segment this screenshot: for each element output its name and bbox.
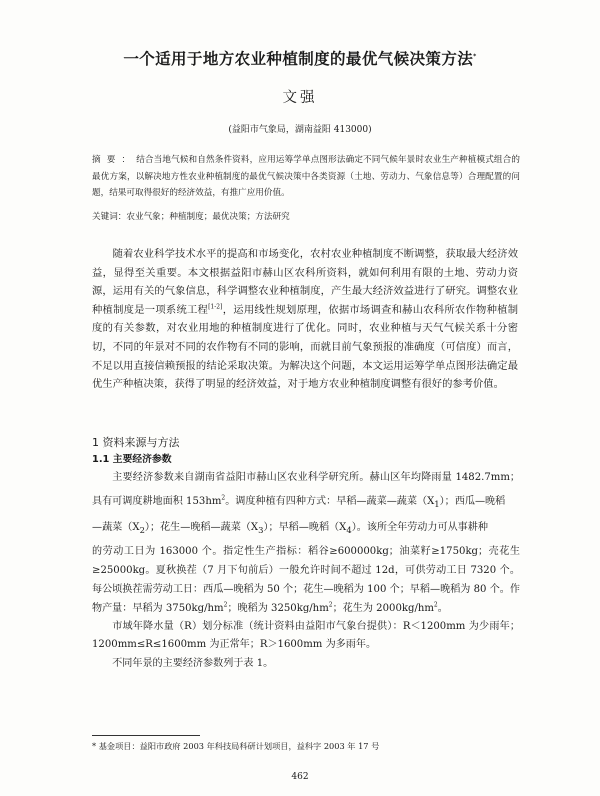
- abstract-label: 摘要：: [92, 155, 137, 165]
- intro-text-1: 随着农业科学技术水平的提高和市场变化，农村农业种植制度不断调整，获取最大经济效益，显得至关重要。本文根据益阳市赫山区农科所资料，就如何利用有限的土地、劳动力资源，运用有关的气象信息，科学调整农业种植制度，产生最大经济效益进行了研究。调整农业种植制度是一项系统工程: [92, 248, 518, 316]
- subsection-heading-1-1: 1.1 主要经济参数: [92, 454, 172, 465]
- subscript: 2: [139, 525, 145, 536]
- text-run: 。调度种植有四种方式：早稻—蔬菜—蔬菜（X: [225, 496, 435, 507]
- keywords-text: 农业气象；种植制度；最优决策；方法研究: [126, 212, 290, 222]
- abstract-text: 结合当地气候和自然条件资料，应用运筹学单点图形法确定不同气候年景时农业生产种植模式组合的最优方案，以解决地方性农业种植制度的最优气候决策中各类资源（土地、劳动力、气象信息等）合理配置的问题，结果可取得很好的经济效益，有推广应用价值。: [92, 155, 520, 198]
- title-footnote-mark: *: [473, 52, 477, 60]
- paper-title: [40, 47, 560, 69]
- page-number: 462: [291, 772, 309, 782]
- superscript: 2: [223, 601, 228, 609]
- superscript: 2: [433, 601, 438, 609]
- intro-text-2: ，运用线性规划原理，依据市场调查和赫山农科所农作物种植制度的有关参数，对农业用地的种植制度进行了优化。同时，农业种植与天气气候关系十分密切，不同的年景对不同的农作物有不同的影响，而就目前气象预报的准确度（可信度）而言，不足以用直接信赖预报的结论采取决策。为解决这个问题，本文运用运筹学单点图形法确定最优生产种植决策，获得了明显的经济效益，对于地方农业种植制度调整有很好的参考价值。: [92, 303, 518, 391]
- subscript: 1: [434, 499, 440, 510]
- section-body: [92, 466, 520, 673]
- text-run: 主要经济参数来自湖南省益阳市赫山区农业科学研究所。赫山区年均降雨量 1482.7mm；具有可调度耕地面积 153hm: [92, 472, 520, 507]
- title-text: 一个适用于地方农业种植制度的最优气候决策方法: [123, 50, 474, 68]
- text-run: ；花生为 2000kg/hm: [332, 603, 434, 615]
- text-run: ；晚稻为 3250kg/hm: [227, 603, 329, 615]
- author-affiliation: (益阳市气象局，湖南益阳 413000): [228, 125, 372, 135]
- abstract: [92, 152, 520, 202]
- body-paragraph: 市域年降水量（R）划分标准（统计资料由益阳市气象台提供）：R＜1200mm 为少雨年；1200mm≤R≤1600mm 为正常年；R＞1600mm 为多雨年。: [92, 621, 520, 651]
- body-paragraph: 不同年景的主要经济参数列于表 1。: [112, 657, 274, 669]
- body-paragraph: [92, 466, 520, 516]
- superscript: 2: [328, 601, 333, 609]
- keywords-label: 关键词：: [92, 212, 127, 222]
- body-paragraph: [92, 516, 520, 542]
- footnote: * 基金项目：益阳市政府 2003 年科技局科研计划项目，益科字 2003 年 17 号: [92, 741, 380, 751]
- intro-paragraph: [92, 245, 518, 394]
- text-run: —蔬菜（X: [92, 522, 140, 534]
- text-run: ）；西瓜—晚稻: [439, 496, 506, 507]
- keywords: [92, 209, 520, 225]
- text-run: 。: [437, 603, 448, 615]
- superscript: 2: [221, 494, 226, 502]
- subscript: 4: [346, 525, 352, 536]
- body-paragraph: [92, 542, 520, 618]
- text-run: ）。该所全年劳动力可从事耕种: [351, 522, 488, 534]
- text-run: ）；早稻—晚稻（X: [263, 522, 347, 534]
- text-run: 的劳动工日为 163000 个。指定性生产指标：稻谷≥600000kg；油菜籽≥1750kg；壳花生≥25000kg。夏秋换茬（7 月下旬前后）一般允许时间不超过 12d，可供劳动工日 7320 个。每公顷换茬需劳动工日：西瓜—晚稻为 50 个；花生—晚稻为 100 个；早稻—晚稻为 80 个。作物产量：早稻为 3750kg/hm: [92, 546, 520, 615]
- citation-ref: [1-2]: [208, 303, 223, 311]
- author-name: 文强: [282, 90, 318, 106]
- text-run: ）；花生—晚稻—蔬菜（X: [144, 522, 259, 534]
- subscript: 3: [258, 525, 264, 536]
- section-heading-1: 1 资料来源与方法: [92, 436, 180, 449]
- footnote-rule: [92, 735, 200, 736]
